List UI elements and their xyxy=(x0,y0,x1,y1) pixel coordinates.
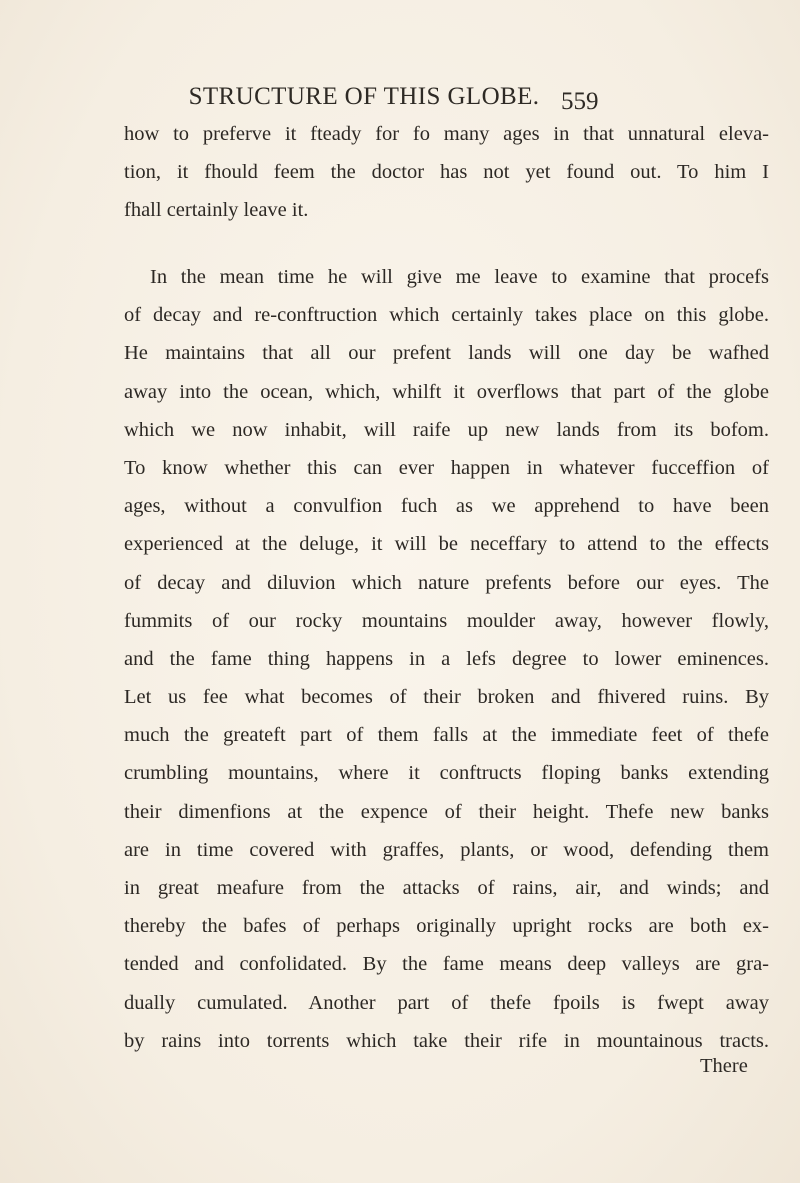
catchword: There xyxy=(700,1055,748,1077)
text-line: which we now inhabit, will raife up new lands from its bofom. xyxy=(124,418,769,441)
text-line: thereby the bafes of perhaps originally upright rocks are both ex- xyxy=(124,915,769,938)
text-line: Let us fee what becomes of their broken and fhivered ruins. By xyxy=(124,686,769,709)
text-line: He maintains that all our prefent lands will one day be wafhed xyxy=(124,342,769,365)
text-line: tion, it fhould feem the doctor has not yet found out. To him I xyxy=(124,161,769,184)
text-line: experienced at the deluge, it will be neceffary to attend to the effects xyxy=(124,533,769,556)
text-line: are in time covered with graffes, plants, or wood, defending them xyxy=(124,838,769,861)
text-line: of decay and diluvion which nature prefents before our eyes. The xyxy=(124,571,769,594)
text-line: and the fame thing happens in a lefs degree to lower eminences. xyxy=(124,647,769,670)
text-line: In the mean time he will give me leave to examine that procefs xyxy=(150,266,769,288)
text-line: by rains into torrents which take their rife in mountainous tracts. xyxy=(124,1029,769,1052)
text-line: in great meafure from the attacks of rains, air, and winds; and xyxy=(124,877,769,899)
text-line: much the greateft part of them falls at the immediate feet of thefe xyxy=(124,724,769,747)
text-line: dually cumulated. Another part of thefe fpoils is fwept away xyxy=(124,991,769,1014)
text-line: fummits of our rocky mountains moulder away, however flowly, xyxy=(124,609,769,632)
text-line: away into the ocean, which, whilft it overflows that part of the globe xyxy=(124,380,769,403)
text-line: of decay and re-conftruction which certainly takes place on this globe. xyxy=(124,304,769,327)
text-line: To know whether this can ever happen in whatever fucceffion of xyxy=(124,456,769,479)
text-line: ages, without a convulfion fuch as we apprehend to have been xyxy=(124,495,769,518)
text-line: crumbling mountains, where it conftructs floping banks extending xyxy=(124,762,769,785)
text-line: fhall certainly leave it. xyxy=(124,199,309,222)
running-head-title: STRUCTURE OF THIS GLOBE. xyxy=(188,83,540,110)
paragraph-1 xyxy=(124,115,769,230)
text-line: how to preferve it fteady for fo many ages in that unnatural eleva- xyxy=(124,123,769,145)
paragraph-2 xyxy=(124,258,769,1060)
page-number: 559 xyxy=(561,88,599,115)
text-line: tended and confolidated. By the fame means deep valleys are gra- xyxy=(124,953,769,976)
text-line: their dimenfions at the expence of their height. Thefe new banks xyxy=(124,800,769,823)
